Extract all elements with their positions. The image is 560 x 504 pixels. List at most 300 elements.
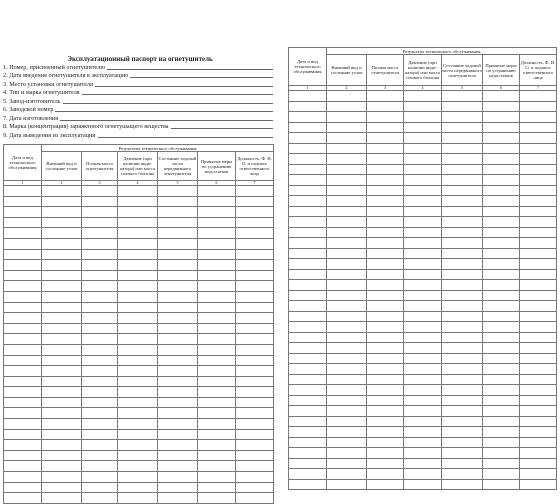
table-cell[interactable] <box>442 206 483 217</box>
table-cell[interactable] <box>404 143 442 154</box>
table-cell[interactable] <box>42 472 82 483</box>
table-cell[interactable] <box>520 91 557 102</box>
table-cell[interactable] <box>483 311 520 322</box>
table-cell[interactable] <box>42 323 82 334</box>
table-cell[interactable] <box>198 291 236 302</box>
table-cell[interactable] <box>289 416 327 427</box>
table-cell[interactable] <box>198 366 236 377</box>
table-cell[interactable] <box>327 343 367 354</box>
table-cell[interactable] <box>327 448 367 459</box>
table-cell[interactable] <box>289 122 327 133</box>
table-cell[interactable] <box>520 458 557 469</box>
table-cell[interactable] <box>289 406 327 417</box>
table-cell[interactable] <box>442 479 483 490</box>
table-cell[interactable] <box>404 458 442 469</box>
table-cell[interactable] <box>42 440 82 451</box>
table-cell[interactable] <box>520 301 557 312</box>
table-cell[interactable] <box>42 196 82 207</box>
table-cell[interactable] <box>198 186 236 197</box>
table-cell[interactable] <box>42 186 82 197</box>
table-cell[interactable] <box>289 154 327 165</box>
table-cell[interactable] <box>42 461 82 472</box>
table-cell[interactable] <box>289 322 327 333</box>
table-cell[interactable] <box>520 427 557 438</box>
table-cell[interactable] <box>327 196 367 207</box>
table-cell[interactable] <box>520 185 557 196</box>
table-cell[interactable] <box>236 281 274 292</box>
table-cell[interactable] <box>289 101 327 112</box>
table-cell[interactable] <box>198 450 236 461</box>
table-cell[interactable] <box>82 440 118 451</box>
table-cell[interactable] <box>367 448 404 459</box>
table-cell[interactable] <box>483 227 520 238</box>
table-cell[interactable] <box>367 322 404 333</box>
table-cell[interactable] <box>158 281 198 292</box>
table-cell[interactable] <box>236 238 274 249</box>
table-cell[interactable] <box>442 332 483 343</box>
table-cell[interactable] <box>442 143 483 154</box>
table-cell[interactable] <box>158 249 198 260</box>
table-cell[interactable] <box>42 450 82 461</box>
table-cell[interactable] <box>158 387 198 398</box>
table-cell[interactable] <box>289 206 327 217</box>
table-cell[interactable] <box>404 122 442 133</box>
table-cell[interactable] <box>520 280 557 291</box>
table-cell[interactable] <box>327 353 367 364</box>
table-cell[interactable] <box>327 406 367 417</box>
table-cell[interactable] <box>367 479 404 490</box>
table-cell[interactable] <box>82 419 118 430</box>
table-cell[interactable] <box>520 374 557 385</box>
table-cell[interactable] <box>236 408 274 419</box>
table-cell[interactable] <box>4 472 42 483</box>
table-cell[interactable] <box>483 133 520 144</box>
table-cell[interactable] <box>367 154 404 165</box>
table-cell[interactable] <box>442 458 483 469</box>
table-cell[interactable] <box>442 196 483 207</box>
table-cell[interactable] <box>520 343 557 354</box>
table-cell[interactable] <box>327 133 367 144</box>
table-cell[interactable] <box>198 217 236 228</box>
table-cell[interactable] <box>367 353 404 364</box>
table-cell[interactable] <box>442 406 483 417</box>
table-cell[interactable] <box>367 185 404 196</box>
table-cell[interactable] <box>236 493 274 504</box>
table-cell[interactable] <box>289 343 327 354</box>
table-cell[interactable] <box>367 290 404 301</box>
table-cell[interactable] <box>118 366 158 377</box>
table-cell[interactable] <box>520 385 557 396</box>
table-cell[interactable] <box>289 332 327 343</box>
table-cell[interactable] <box>367 91 404 102</box>
table-cell[interactable] <box>442 269 483 280</box>
table-cell[interactable] <box>158 429 198 440</box>
table-cell[interactable] <box>118 302 158 313</box>
table-cell[interactable] <box>4 270 42 281</box>
table-cell[interactable] <box>327 385 367 396</box>
table-cell[interactable] <box>520 469 557 480</box>
table-cell[interactable] <box>158 355 198 366</box>
table-cell[interactable] <box>198 408 236 419</box>
table-cell[interactable] <box>4 344 42 355</box>
passport-field-input-line[interactable] <box>95 86 273 87</box>
table-cell[interactable] <box>4 355 42 366</box>
table-cell[interactable] <box>42 281 82 292</box>
table-cell[interactable] <box>82 344 118 355</box>
table-cell[interactable] <box>82 366 118 377</box>
table-cell[interactable] <box>404 406 442 417</box>
table-cell[interactable] <box>327 301 367 312</box>
table-cell[interactable] <box>442 343 483 354</box>
table-cell[interactable] <box>483 248 520 259</box>
table-cell[interactable] <box>158 323 198 334</box>
table-cell[interactable] <box>442 154 483 165</box>
table-cell[interactable] <box>483 427 520 438</box>
passport-field-input-line[interactable] <box>171 128 273 129</box>
table-cell[interactable] <box>442 91 483 102</box>
table-cell[interactable] <box>236 440 274 451</box>
table-cell[interactable] <box>289 427 327 438</box>
table-cell[interactable] <box>4 366 42 377</box>
table-cell[interactable] <box>118 228 158 239</box>
table-cell[interactable] <box>483 343 520 354</box>
table-cell[interactable] <box>520 217 557 228</box>
table-cell[interactable] <box>404 448 442 459</box>
table-cell[interactable] <box>4 260 42 271</box>
table-cell[interactable] <box>367 122 404 133</box>
table-cell[interactable] <box>236 429 274 440</box>
table-cell[interactable] <box>118 440 158 451</box>
table-cell[interactable] <box>442 164 483 175</box>
table-cell[interactable] <box>82 482 118 493</box>
table-cell[interactable] <box>236 461 274 472</box>
table-cell[interactable] <box>4 281 42 292</box>
table-cell[interactable] <box>198 376 236 387</box>
table-cell[interactable] <box>42 493 82 504</box>
table-cell[interactable] <box>367 248 404 259</box>
table-cell[interactable] <box>483 353 520 364</box>
table-cell[interactable] <box>42 408 82 419</box>
table-cell[interactable] <box>236 366 274 377</box>
table-cell[interactable] <box>442 374 483 385</box>
table-cell[interactable] <box>442 427 483 438</box>
table-cell[interactable] <box>82 387 118 398</box>
passport-field-input-line[interactable] <box>55 111 273 112</box>
table-cell[interactable] <box>367 164 404 175</box>
table-cell[interactable] <box>118 238 158 249</box>
table-cell[interactable] <box>236 291 274 302</box>
table-cell[interactable] <box>404 301 442 312</box>
table-cell[interactable] <box>327 427 367 438</box>
table-cell[interactable] <box>327 91 367 102</box>
table-cell[interactable] <box>4 334 42 345</box>
table-cell[interactable] <box>327 374 367 385</box>
table-cell[interactable] <box>367 175 404 186</box>
table-cell[interactable] <box>289 175 327 186</box>
table-cell[interactable] <box>198 344 236 355</box>
table-cell[interactable] <box>442 448 483 459</box>
table-cell[interactable] <box>198 302 236 313</box>
table-cell[interactable] <box>198 355 236 366</box>
table-cell[interactable] <box>404 469 442 480</box>
table-cell[interactable] <box>4 419 42 430</box>
table-cell[interactable] <box>404 290 442 301</box>
table-cell[interactable] <box>82 461 118 472</box>
table-cell[interactable] <box>483 143 520 154</box>
table-cell[interactable] <box>236 450 274 461</box>
table-cell[interactable] <box>367 101 404 112</box>
table-cell[interactable] <box>483 290 520 301</box>
table-cell[interactable] <box>404 343 442 354</box>
table-cell[interactable] <box>404 248 442 259</box>
table-cell[interactable] <box>404 101 442 112</box>
table-cell[interactable] <box>82 313 118 324</box>
table-cell[interactable] <box>4 440 42 451</box>
table-cell[interactable] <box>327 469 367 480</box>
table-cell[interactable] <box>198 440 236 451</box>
table-cell[interactable] <box>118 281 158 292</box>
table-cell[interactable] <box>404 91 442 102</box>
table-cell[interactable] <box>118 482 158 493</box>
table-cell[interactable] <box>42 207 82 218</box>
table-cell[interactable] <box>520 353 557 364</box>
table-cell[interactable] <box>483 395 520 406</box>
table-cell[interactable] <box>236 217 274 228</box>
table-cell[interactable] <box>42 429 82 440</box>
table-cell[interactable] <box>367 311 404 322</box>
table-cell[interactable] <box>327 122 367 133</box>
table-cell[interactable] <box>158 344 198 355</box>
table-cell[interactable] <box>520 416 557 427</box>
table-cell[interactable] <box>118 207 158 218</box>
table-cell[interactable] <box>158 334 198 345</box>
table-cell[interactable] <box>520 227 557 238</box>
table-cell[interactable] <box>158 472 198 483</box>
table-cell[interactable] <box>236 196 274 207</box>
table-cell[interactable] <box>4 323 42 334</box>
table-cell[interactable] <box>404 437 442 448</box>
table-cell[interactable] <box>158 376 198 387</box>
table-cell[interactable] <box>289 143 327 154</box>
table-cell[interactable] <box>367 416 404 427</box>
table-cell[interactable] <box>236 482 274 493</box>
table-cell[interactable] <box>404 332 442 343</box>
table-cell[interactable] <box>158 217 198 228</box>
table-cell[interactable] <box>367 458 404 469</box>
table-cell[interactable] <box>289 280 327 291</box>
table-cell[interactable] <box>520 290 557 301</box>
table-cell[interactable] <box>289 437 327 448</box>
table-cell[interactable] <box>404 217 442 228</box>
table-cell[interactable] <box>442 322 483 333</box>
table-cell[interactable] <box>82 355 118 366</box>
table-cell[interactable] <box>327 437 367 448</box>
table-cell[interactable] <box>236 228 274 239</box>
table-cell[interactable] <box>483 196 520 207</box>
table-cell[interactable] <box>158 186 198 197</box>
table-cell[interactable] <box>483 301 520 312</box>
table-cell[interactable] <box>82 291 118 302</box>
table-cell[interactable] <box>42 238 82 249</box>
table-cell[interactable] <box>236 397 274 408</box>
table-cell[interactable] <box>118 461 158 472</box>
table-cell[interactable] <box>442 238 483 249</box>
table-cell[interactable] <box>236 186 274 197</box>
table-cell[interactable] <box>327 322 367 333</box>
table-cell[interactable] <box>118 217 158 228</box>
table-cell[interactable] <box>442 133 483 144</box>
table-cell[interactable] <box>520 133 557 144</box>
table-cell[interactable] <box>520 448 557 459</box>
table-cell[interactable] <box>236 387 274 398</box>
table-cell[interactable] <box>42 249 82 260</box>
table-cell[interactable] <box>118 387 158 398</box>
table-cell[interactable] <box>520 437 557 448</box>
table-cell[interactable] <box>404 164 442 175</box>
table-cell[interactable] <box>404 280 442 291</box>
table-cell[interactable] <box>82 302 118 313</box>
table-cell[interactable] <box>198 334 236 345</box>
table-cell[interactable] <box>42 334 82 345</box>
table-cell[interactable] <box>289 91 327 102</box>
table-cell[interactable] <box>158 482 198 493</box>
table-cell[interactable] <box>158 313 198 324</box>
table-cell[interactable] <box>483 175 520 186</box>
table-cell[interactable] <box>236 376 274 387</box>
table-cell[interactable] <box>236 313 274 324</box>
table-cell[interactable] <box>520 406 557 417</box>
table-cell[interactable] <box>404 112 442 123</box>
table-cell[interactable] <box>327 217 367 228</box>
table-cell[interactable] <box>236 419 274 430</box>
table-cell[interactable] <box>483 164 520 175</box>
table-cell[interactable] <box>404 416 442 427</box>
table-cell[interactable] <box>82 334 118 345</box>
table-cell[interactable] <box>82 493 118 504</box>
table-cell[interactable] <box>483 385 520 396</box>
table-cell[interactable] <box>82 186 118 197</box>
table-cell[interactable] <box>483 269 520 280</box>
table-cell[interactable] <box>289 164 327 175</box>
table-cell[interactable] <box>483 101 520 112</box>
table-cell[interactable] <box>118 408 158 419</box>
table-cell[interactable] <box>483 406 520 417</box>
table-cell[interactable] <box>483 217 520 228</box>
table-cell[interactable] <box>367 269 404 280</box>
table-cell[interactable] <box>82 376 118 387</box>
table-cell[interactable] <box>42 376 82 387</box>
table-cell[interactable] <box>520 322 557 333</box>
table-cell[interactable] <box>82 429 118 440</box>
table-cell[interactable] <box>483 259 520 270</box>
table-cell[interactable] <box>289 290 327 301</box>
table-cell[interactable] <box>118 376 158 387</box>
table-cell[interactable] <box>367 374 404 385</box>
table-cell[interactable] <box>158 419 198 430</box>
table-cell[interactable] <box>442 112 483 123</box>
table-cell[interactable] <box>327 185 367 196</box>
table-cell[interactable] <box>158 196 198 207</box>
table-cell[interactable] <box>404 269 442 280</box>
table-cell[interactable] <box>118 313 158 324</box>
table-cell[interactable] <box>158 461 198 472</box>
table-cell[interactable] <box>442 259 483 270</box>
table-cell[interactable] <box>118 344 158 355</box>
passport-field-input-line[interactable] <box>60 120 273 121</box>
table-cell[interactable] <box>404 322 442 333</box>
table-cell[interactable] <box>367 332 404 343</box>
table-cell[interactable] <box>327 248 367 259</box>
table-cell[interactable] <box>442 217 483 228</box>
table-cell[interactable] <box>158 260 198 271</box>
table-cell[interactable] <box>82 228 118 239</box>
table-cell[interactable] <box>483 458 520 469</box>
table-cell[interactable] <box>4 207 42 218</box>
table-cell[interactable] <box>442 469 483 480</box>
table-cell[interactable] <box>404 353 442 364</box>
table-cell[interactable] <box>82 207 118 218</box>
table-cell[interactable] <box>483 154 520 165</box>
table-cell[interactable] <box>483 206 520 217</box>
table-cell[interactable] <box>4 376 42 387</box>
table-cell[interactable] <box>404 133 442 144</box>
table-cell[interactable] <box>198 493 236 504</box>
table-cell[interactable] <box>327 154 367 165</box>
table-cell[interactable] <box>198 238 236 249</box>
table-cell[interactable] <box>520 395 557 406</box>
table-cell[interactable] <box>4 461 42 472</box>
table-cell[interactable] <box>289 185 327 196</box>
table-cell[interactable] <box>198 472 236 483</box>
table-cell[interactable] <box>327 479 367 490</box>
table-cell[interactable] <box>327 143 367 154</box>
table-cell[interactable] <box>289 364 327 375</box>
table-cell[interactable] <box>42 291 82 302</box>
table-cell[interactable] <box>289 301 327 312</box>
table-cell[interactable] <box>42 482 82 493</box>
table-cell[interactable] <box>289 248 327 259</box>
table-cell[interactable] <box>442 416 483 427</box>
table-cell[interactable] <box>327 206 367 217</box>
table-cell[interactable] <box>442 101 483 112</box>
table-cell[interactable] <box>289 133 327 144</box>
table-cell[interactable] <box>520 101 557 112</box>
table-cell[interactable] <box>82 238 118 249</box>
table-cell[interactable] <box>42 355 82 366</box>
table-cell[interactable] <box>82 450 118 461</box>
table-cell[interactable] <box>367 427 404 438</box>
table-cell[interactable] <box>42 397 82 408</box>
table-cell[interactable] <box>4 397 42 408</box>
table-cell[interactable] <box>289 259 327 270</box>
table-cell[interactable] <box>42 217 82 228</box>
table-cell[interactable] <box>198 419 236 430</box>
table-cell[interactable] <box>404 479 442 490</box>
table-cell[interactable] <box>289 311 327 322</box>
table-cell[interactable] <box>158 493 198 504</box>
table-cell[interactable] <box>442 437 483 448</box>
table-cell[interactable] <box>42 270 82 281</box>
table-cell[interactable] <box>404 427 442 438</box>
table-cell[interactable] <box>442 280 483 291</box>
table-cell[interactable] <box>442 122 483 133</box>
table-cell[interactable] <box>236 334 274 345</box>
table-cell[interactable] <box>367 227 404 238</box>
table-cell[interactable] <box>118 472 158 483</box>
table-cell[interactable] <box>520 364 557 375</box>
table-cell[interactable] <box>4 482 42 493</box>
table-cell[interactable] <box>42 366 82 377</box>
